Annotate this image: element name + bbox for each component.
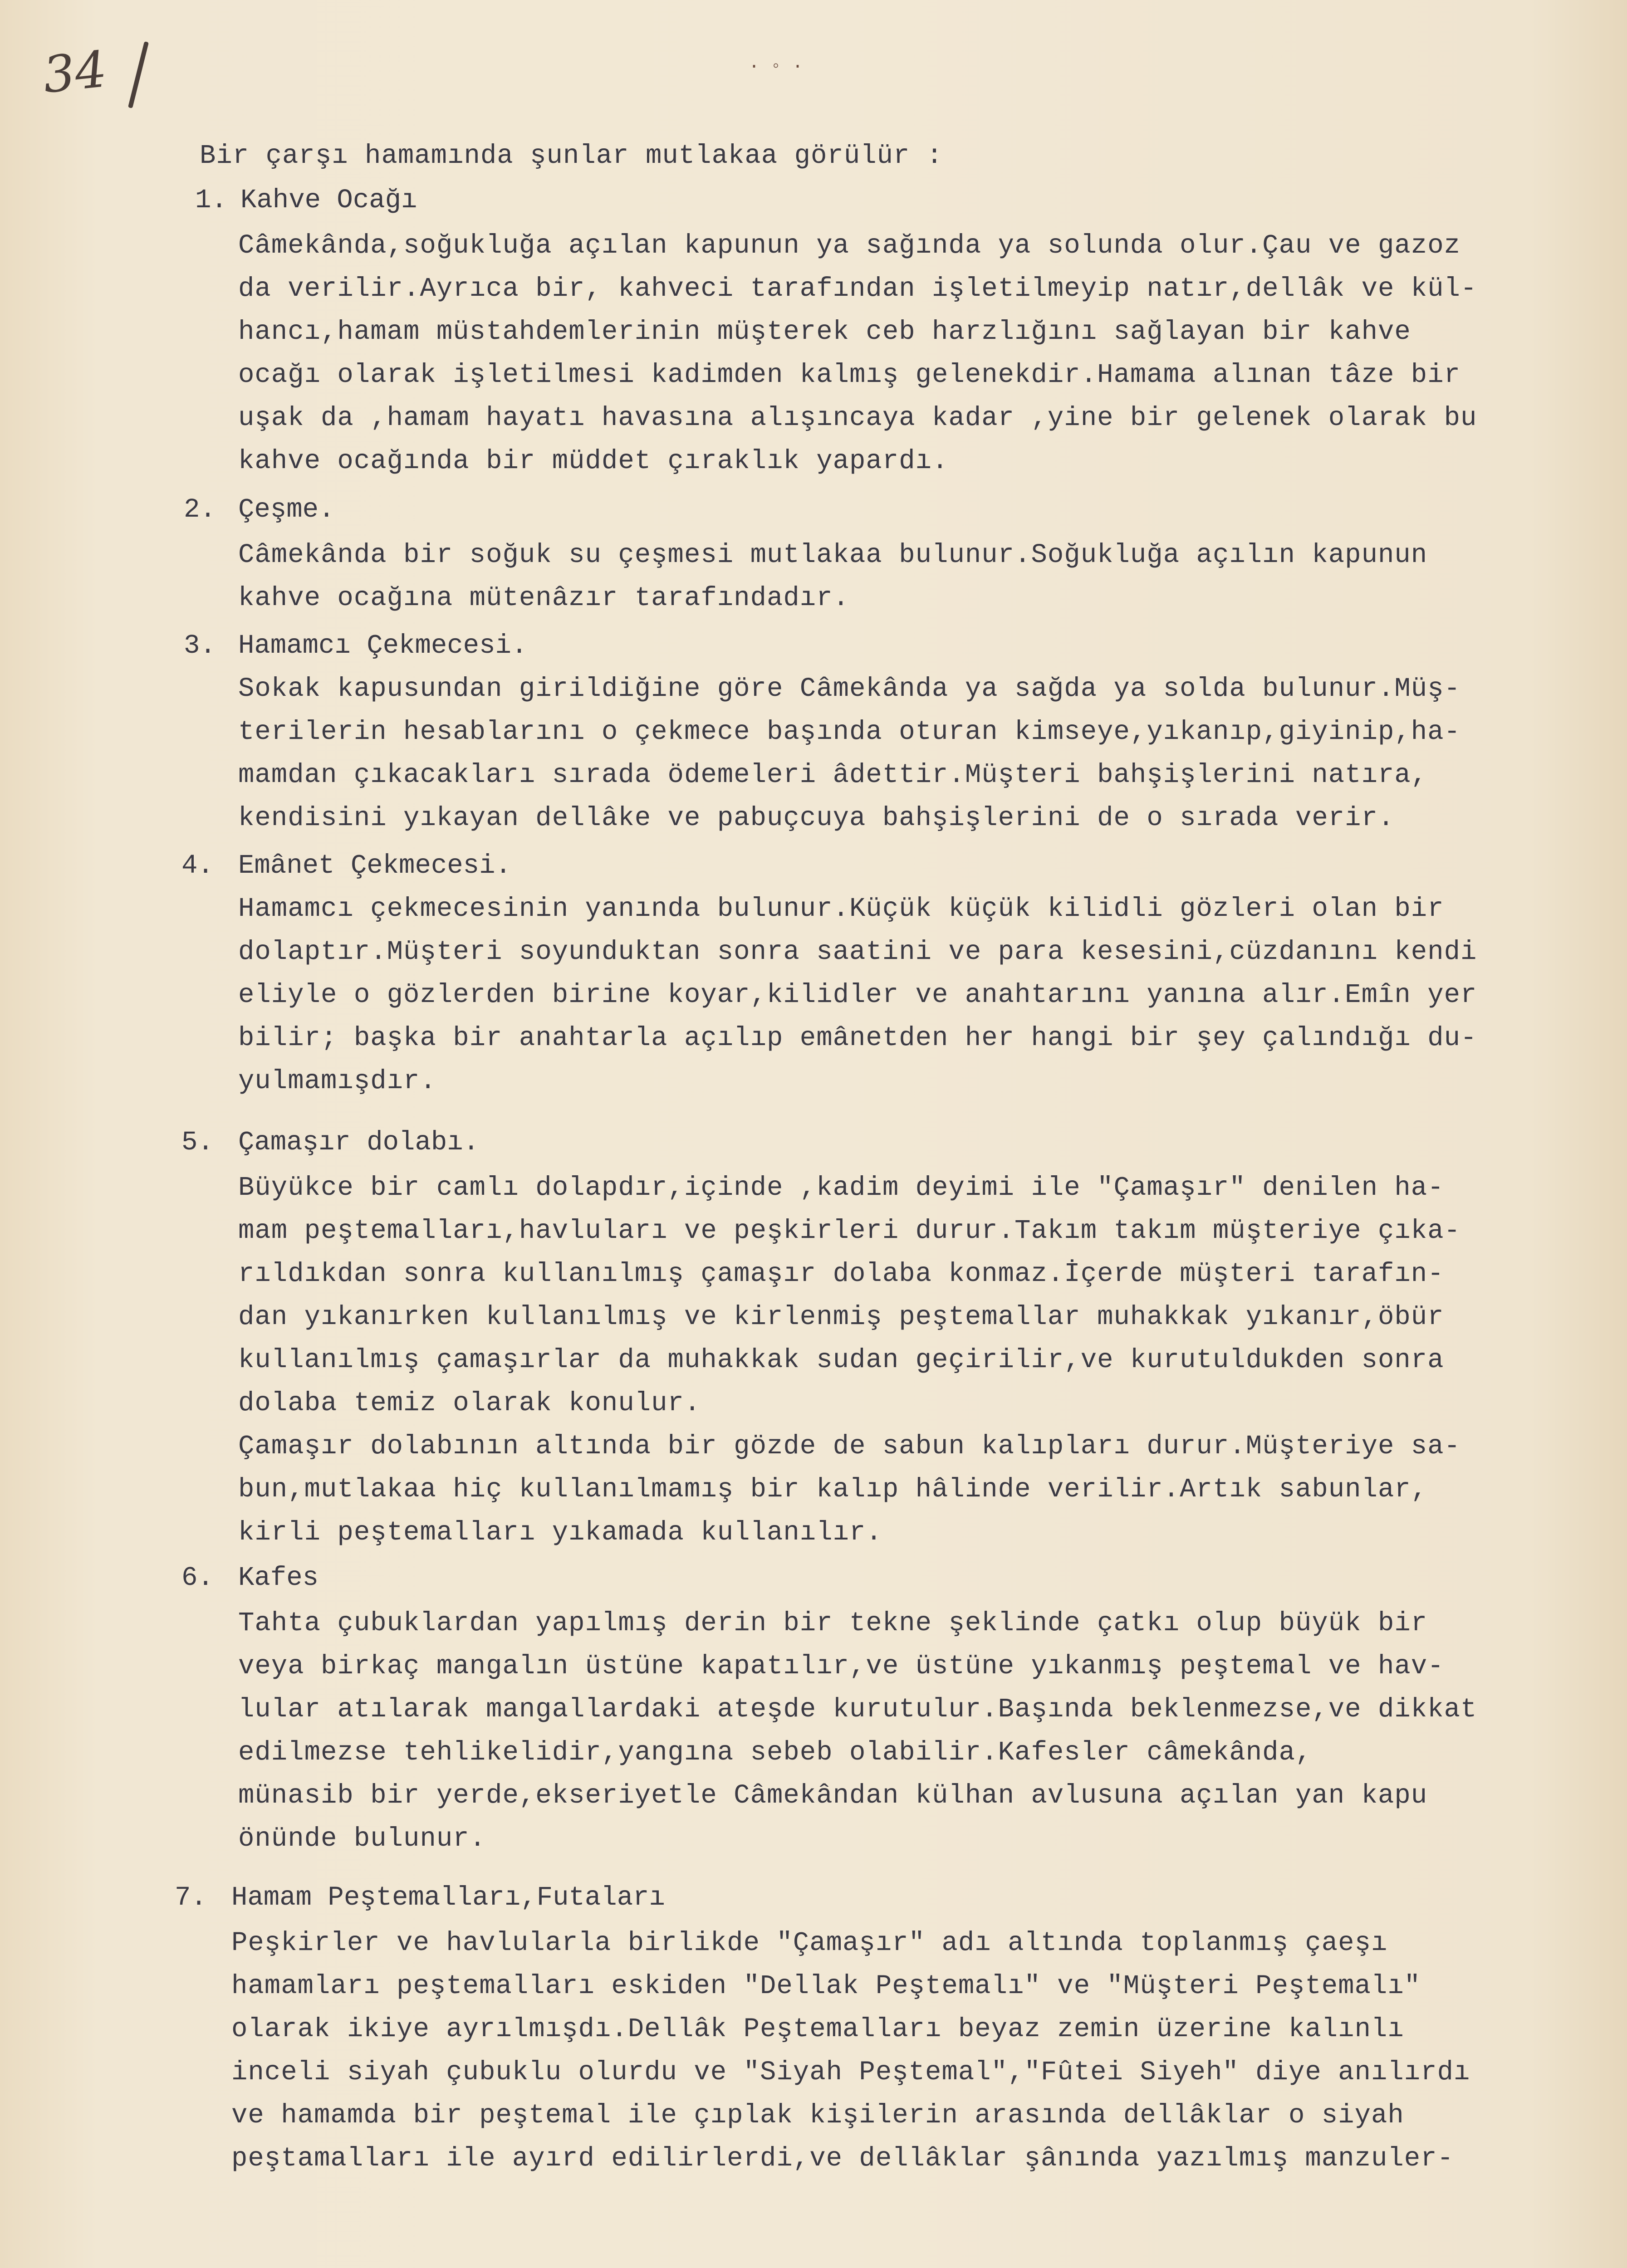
body-line: ocağı olarak işletilmesi kadimden kalmış gelenekdir.Hamama alınan tâze bir: [238, 360, 1461, 390]
body-line: Hamamcı çekmecesinin yanında bulunur.Küçük küçük kilidli gözleri olan bir: [238, 894, 1444, 924]
body-line: Tahta çubuklardan yapılmış derin bir tekne şeklinde çatkı olup büyük bir: [238, 1608, 1428, 1638]
body-line: veya birkaç mangalın üstüne kapatılır,ve üstüne yıkanmış peştemal ve hav-: [238, 1651, 1444, 1681]
body-line: kahve ocağına mütenâzır tarafındadır.: [238, 583, 850, 613]
body-line: Peşkirler ve havlularla birlikde "Çamaşır" adı altında toplanmış çaeşı: [231, 1928, 1388, 1958]
section-title: Kafes: [238, 1563, 319, 1593]
body-line: Çamaşır dolabının altında bir gözde de sabun kalıpları durur.Müşteriye sa-: [238, 1431, 1461, 1461]
body-line: peştamalları ile ayırd edilirlerdi,ve dellâklar şânında yazılmış manzuler-: [231, 2143, 1454, 2174]
section-number: 2.: [184, 494, 216, 525]
body-line: lular atılarak mangallardaki ateşde kurutulur.Başında beklenmezse,ve dikkat: [238, 1694, 1477, 1725]
body-line: hancı,hamam müstahdemlerinin müşterek ceb harzlığını sağlayan bir kahve: [238, 317, 1411, 347]
body-line: Büyükce bir camlı dolapdır,içinde ,kadim deyimi ile "Çamaşır" denilen ha-: [238, 1173, 1444, 1203]
body-line: eliyle o gözlerden birine koyar,kilidler ve anahtarını yanına alır.Emîn yer: [238, 980, 1477, 1010]
body-line: kendisini yıkayan dellâke ve pabuçcuya bahşişlerini de o sırada verir.: [238, 803, 1395, 833]
section-title: Çamaşır dolabı.: [238, 1127, 480, 1158]
body-line: münasib bir yerde,ekseriyetle Câmekândan külhan avlusuna açılan yan kapu: [238, 1780, 1428, 1811]
section-number: 4.: [181, 850, 214, 881]
body-line: mam peştemalları,havluları ve peşkirleri durur.Takım takım müşteriye çıka-: [238, 1216, 1461, 1246]
section-title: Hamam Peştemalları,Futaları: [231, 1882, 665, 1913]
page-number-annotation: 34: [40, 40, 110, 104]
body-line: dan yıkanırken kullanılmış ve kirlenmiş peştemallar muhakkak yıkanır,öbür: [238, 1302, 1444, 1332]
body-line: uşak da ,hamam hayatı havasına alışıncaya kadar ,yine bir gelenek olarak bu: [238, 403, 1477, 433]
body-line: önünde bulunur.: [238, 1823, 486, 1854]
section-title: Kahve Ocağı: [240, 185, 417, 215]
body-line: bilir; başka bir anahtarla açılıp emânetden her hangi bir şey çalındığı du-: [238, 1023, 1477, 1053]
body-line: terilerin hesablarını o çekmece başında oturan kimseye,yıkanıp,giyinip,ha-: [238, 717, 1461, 747]
body-line: yulmamışdır.: [238, 1066, 436, 1096]
body-line: kahve ocağında bir müddet çıraklık yapardı.: [238, 446, 949, 476]
body-line: bun,mutlakaa hiç kullanılmamış bir kalıp hâlinde verilir.Artık sabunlar,: [238, 1474, 1428, 1505]
body-line: edilmezse tehlikelidir,yangına sebeb olabilir.Kafesler câmekânda,: [238, 1737, 1312, 1768]
section-number: 7.: [175, 1882, 207, 1913]
body-line: dolaba temiz olarak konulur.: [238, 1388, 701, 1418]
body-line: kirli peştemalları yıkamada kullanılır.: [238, 1517, 882, 1548]
body-line: Câmekânda,soğukluğa açılan kapunun ya sağında ya solunda olur.Çau ve gazoz: [238, 230, 1461, 261]
section-number: 1.: [195, 185, 227, 215]
body-line: Câmekânda bir soğuk su çeşmesi mutlakaa bulunur.Soğukluğa açılın kapunun: [238, 540, 1428, 570]
section-number: 3.: [184, 631, 216, 661]
body-line: kullanılmış çamaşırlar da muhakkak sudan geçirilir,ve kurutuldukden sonra: [238, 1345, 1444, 1375]
section-number: 5.: [181, 1127, 214, 1158]
intro-line: Bir çarşı hamamında şunlar mutlakaa görülür :: [200, 141, 943, 171]
body-line: hamamları peştemalları eskiden "Dellak Peştemalı" ve "Müşteri Peştemalı": [231, 1971, 1421, 2001]
body-line: dolaptır.Müşteri soyunduktan sonra saatini ve para kesesini,cüzdanını kendi: [238, 937, 1477, 967]
annotation-slash: [128, 41, 149, 108]
section-title: Emânet Çekmecesi.: [238, 850, 511, 881]
ink-mark: · ◦ ·: [749, 57, 804, 77]
section-title: Çeşme.: [238, 494, 335, 525]
body-line: ve hamamda bir peştemal ile çıplak kişilerin arasında dellâklar o siyah: [231, 2100, 1404, 2131]
section-number: 6.: [181, 1563, 214, 1593]
body-line: inceli siyah çubuklu olurdu ve "Siyah Peştemal","Fûtei Siyeh" diye anılırdı: [231, 2057, 1470, 2087]
body-line: da verilir.Ayrıca bir, kahveci tarafından işletilmeyip natır,dellâk ve kül-: [238, 274, 1477, 304]
section-title: Hamamcı Çekmecesi.: [238, 631, 528, 661]
body-line: rıldıkdan sonra kullanılmış çamaşır dolaba konmaz.İçerde müşteri tarafın-: [238, 1259, 1444, 1289]
body-line: olarak ikiye ayrılmışdı.Dellâk Peştemalları beyaz zemin üzerine kalınlı: [231, 2014, 1404, 2044]
body-line: mamdan çıkacakları sırada ödemeleri âdettir.Müşteri bahşişlerini natıra,: [238, 760, 1428, 790]
body-line: Sokak kapusundan girildiğine göre Câmekânda ya sağda ya solda bulunur.Müş-: [238, 674, 1461, 704]
